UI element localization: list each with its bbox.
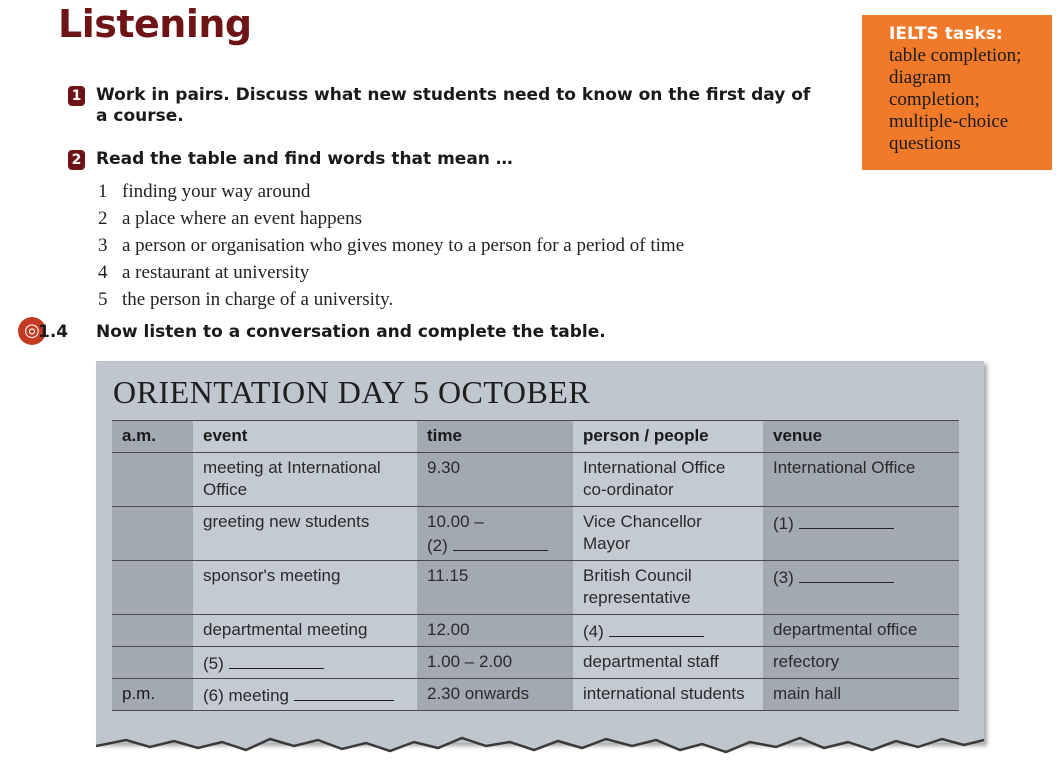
person-cell: international students — [573, 679, 763, 711]
time-cell: 12.00 — [417, 615, 573, 647]
list-item — [98, 259, 684, 286]
header-venue: venue — [763, 421, 959, 453]
header-person: person / people — [573, 421, 763, 453]
track-number: 1.4 — [38, 322, 69, 342]
venue-cell: departmental office — [763, 615, 959, 647]
venue-cell — [763, 561, 959, 615]
period-cell — [112, 647, 193, 679]
list-item-text: a restaurant at university — [122, 262, 310, 283]
answer-blank — [229, 651, 324, 669]
orientation-table — [112, 420, 959, 711]
time-blank-line — [427, 533, 563, 557]
blank-number: (1) — [773, 514, 794, 533]
answer-blank — [799, 511, 894, 529]
blank-number: (3) — [773, 568, 794, 587]
answer-blank — [453, 533, 548, 551]
header-time: time — [417, 421, 573, 453]
table-row — [112, 453, 959, 507]
blank-number: (6) meeting — [203, 686, 289, 705]
tasks-line: diagram — [889, 67, 952, 88]
list-item-number: 4 — [98, 262, 108, 283]
question-2-text: Read the table and find words that mean … — [96, 149, 513, 169]
list-item-text: a place where an event happens — [122, 208, 363, 229]
table-row — [112, 647, 959, 679]
list-item-text: the person in charge of a university. — [122, 289, 394, 310]
list-item-number: 2 — [98, 208, 108, 229]
venue-cell: main hall — [763, 679, 959, 711]
event-cell: departmental meeting — [193, 615, 417, 647]
period-cell — [112, 561, 193, 615]
table-row — [112, 679, 959, 711]
person-cell: British Council representative — [573, 561, 763, 615]
list-item — [98, 232, 684, 259]
question-1-text: Work in pairs. Discuss what new students need to know on the first day of a course. — [96, 85, 811, 126]
word-list — [98, 178, 684, 313]
time-cell: 9.30 — [417, 453, 573, 507]
event-cell — [193, 679, 417, 711]
tasks-line: completion; — [889, 89, 980, 110]
orientation-table-title: ORIENTATION DAY 5 OCTOBER — [113, 374, 591, 410]
header-event: event — [193, 421, 417, 453]
exercise-3-text: Now listen to a conversation and complete the table. — [96, 322, 606, 342]
period-cell — [112, 453, 193, 507]
event-cell — [193, 647, 417, 679]
person-cell: International Office co-ordinator — [573, 453, 763, 507]
person-cell: Vice Chancellor Mayor — [573, 507, 763, 561]
time-cell: 1.00 – 2.00 — [417, 647, 573, 679]
period-cell — [112, 507, 193, 561]
list-item-number: 1 — [98, 181, 108, 202]
torn-paper-edge — [96, 706, 988, 766]
time-cell: 11.15 — [417, 561, 573, 615]
ielts-tasks-box — [862, 15, 1052, 170]
blank-number: (5) — [203, 654, 224, 673]
answer-blank — [609, 619, 704, 637]
list-item-number: 3 — [98, 235, 108, 256]
list-item-text: a person or organisation who gives money to a person for a period of time — [122, 235, 685, 256]
period-cell — [112, 615, 193, 647]
table-row — [112, 507, 959, 561]
tasks-line: multiple-choice — [889, 111, 1009, 132]
time-cell: 2.30 onwards — [417, 679, 573, 711]
table-row — [112, 561, 959, 615]
tasks-heading: IELTS tasks: — [889, 24, 1003, 44]
table-header-row — [112, 421, 959, 453]
period-cell: p.m. — [112, 679, 193, 711]
event-cell: sponsor's meeting — [193, 561, 417, 615]
list-item-text: finding your way around — [122, 181, 311, 202]
tasks-line: questions — [889, 133, 961, 154]
answer-blank — [294, 683, 394, 701]
event-cell: meeting at International Office — [193, 453, 417, 507]
blank-number: (2) — [427, 536, 448, 555]
tasks-line: table completion; — [889, 45, 1022, 66]
table-row — [112, 615, 959, 647]
answer-blank — [799, 565, 894, 583]
person-cell — [573, 615, 763, 647]
venue-cell — [763, 507, 959, 561]
list-item — [98, 178, 684, 205]
header-am: a.m. — [112, 421, 193, 453]
blank-number: (4) — [583, 622, 604, 641]
time-cell — [417, 507, 573, 561]
list-item — [98, 286, 684, 313]
list-item — [98, 205, 684, 232]
venue-cell: International Office — [763, 453, 959, 507]
venue-cell: refectory — [763, 647, 959, 679]
person-cell: departmental staff — [573, 647, 763, 679]
question-2-number: 2 — [68, 150, 85, 170]
event-cell: greeting new students — [193, 507, 417, 561]
question-1-number: 1 — [68, 86, 85, 106]
tasks-list — [889, 45, 1042, 155]
list-item-number: 5 — [98, 289, 108, 310]
time-value: 10.00 – — [427, 512, 484, 531]
audio-cd-icon[interactable]: ◎ — [18, 317, 46, 345]
page-title: Listening — [58, 2, 252, 46]
